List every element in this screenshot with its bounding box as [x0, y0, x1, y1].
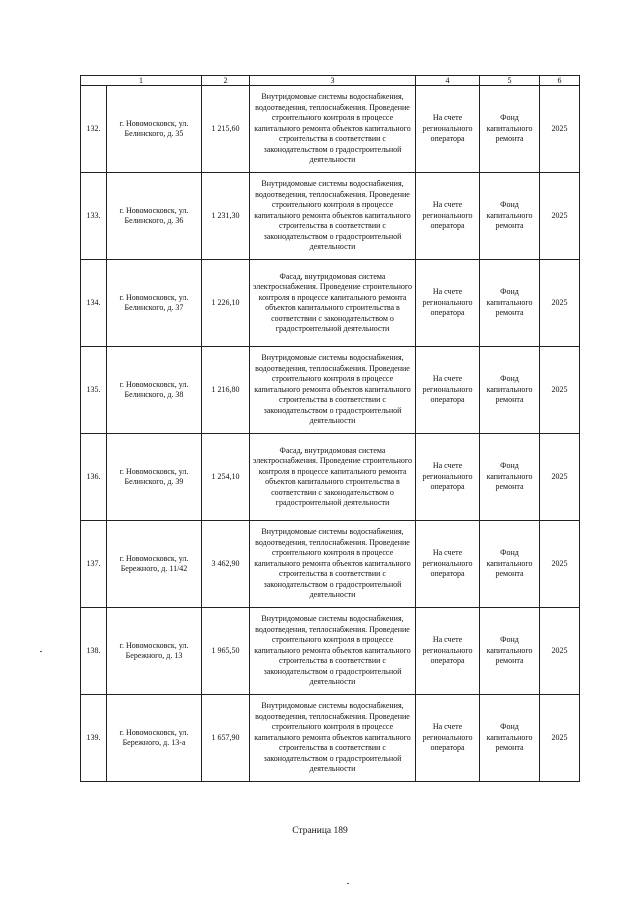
row-number: 136.: [81, 434, 107, 521]
year-cell: 2025: [540, 347, 580, 434]
address-cell: г. Новомосковск, ул. Белинского, д. 39: [107, 434, 202, 521]
capital-repair-table: [80, 75, 580, 782]
financing-cell: На счете регионального оператора: [416, 260, 480, 347]
work-type-cell: Внутридомовые системы водоснабжения, водоотведения, теплоснабжения. Проведение строительного контроля в процессе капитального ремонта объектов капитального строительства в соответствии с законодательством о градостроительной деятельности: [250, 173, 416, 260]
column-number-5: 5: [480, 76, 540, 86]
column-number-1: 1: [81, 76, 202, 86]
source-cell: Фонд капитального ремонта: [480, 173, 540, 260]
area-cell: 3 462,90: [202, 521, 250, 608]
work-type-cell: Внутридомовые системы водоснабжения, водоотведения, теплоснабжения. Проведение строительного контроля в процессе капитального ремонта объектов капитального строительства в соответствии с законодательством о градостроительной деятельности: [250, 86, 416, 173]
area-cell: 1 215,60: [202, 86, 250, 173]
source-cell: Фонд капитального ремонта: [480, 347, 540, 434]
area-cell: 1 231,30: [202, 173, 250, 260]
row-number: 138.: [81, 608, 107, 695]
year-cell: 2025: [540, 173, 580, 260]
work-type-cell: Внутридомовые системы водоснабжения, водоотведения, теплоснабжения. Проведение строительного контроля в процессе капитального ремонта объектов капитального строительства в соответствии с законодательством о градостроительной деятельности: [250, 695, 416, 782]
source-cell: Фонд капитального ремонта: [480, 260, 540, 347]
year-cell: 2025: [540, 434, 580, 521]
address-cell: г. Новомосковск, ул. Бережного, д. 13: [107, 608, 202, 695]
year-cell: 2025: [540, 521, 580, 608]
source-cell: Фонд капитального ремонта: [480, 521, 540, 608]
work-type-cell: Внутридомовые системы водоснабжения, водоотведения, теплоснабжения. Проведение строительного контроля в процессе капитального ремонта объектов капитального строительства в соответствии с законодательством о градостроительной деятельности: [250, 608, 416, 695]
year-cell: 2025: [540, 695, 580, 782]
scan-speck: [347, 883, 349, 884]
address-cell: г. Новомосковск, ул. Белинского, д. 38: [107, 347, 202, 434]
address-cell: г. Новомосковск, ул. Белинского, д. 35: [107, 86, 202, 173]
address-cell: г. Новомосковск, ул. Белинского, д. 37: [107, 260, 202, 347]
year-cell: 2025: [540, 260, 580, 347]
financing-cell: На счете регионального оператора: [416, 608, 480, 695]
table-row: [81, 608, 580, 695]
source-cell: Фонд капитального ремонта: [480, 695, 540, 782]
row-number: 139.: [81, 695, 107, 782]
page-number: Страница 189: [292, 826, 348, 836]
financing-cell: На счете регионального оператора: [416, 695, 480, 782]
area-cell: 1 216,80: [202, 347, 250, 434]
work-type-cell: Фасад, внутридомовая система электроснабжения. Проведение строительного контроля в процессе капитального ремонта объектов капитального строительства в соответствии с законодательством о градостроительной деятельности: [250, 434, 416, 521]
row-number: 132.: [81, 86, 107, 173]
source-cell: Фонд капитального ремонта: [480, 434, 540, 521]
work-type-cell: Внутридомовые системы водоснабжения, водоотведения, теплоснабжения. Проведение строительного контроля в процессе капитального ремонта объектов капитального строительства в соответствии с законодательством о градостроительной деятельности: [250, 347, 416, 434]
financing-cell: На счете регионального оператора: [416, 347, 480, 434]
column-number-row: [81, 76, 580, 86]
table-row: [81, 173, 580, 260]
financing-cell: На счете регионального оператора: [416, 521, 480, 608]
year-cell: 2025: [540, 608, 580, 695]
area-cell: 1 254,10: [202, 434, 250, 521]
address-cell: г. Новомосковск, ул. Бережного, д. 13-а: [107, 695, 202, 782]
row-number: 133.: [81, 173, 107, 260]
row-number: 134.: [81, 260, 107, 347]
row-number: 137.: [81, 521, 107, 608]
table-row: [81, 260, 580, 347]
table-row: [81, 347, 580, 434]
financing-cell: На счете регионального оператора: [416, 434, 480, 521]
source-cell: Фонд капитального ремонта: [480, 86, 540, 173]
financing-cell: На счете регионального оператора: [416, 173, 480, 260]
source-cell: Фонд капитального ремонта: [480, 608, 540, 695]
table-row: [81, 695, 580, 782]
table-row: [81, 521, 580, 608]
column-number-6: 6: [540, 76, 580, 86]
table-row: [81, 434, 580, 521]
row-number: 135.: [81, 347, 107, 434]
work-type-cell: Фасад, внутридомовая система электроснабжения. Проведение строительного контроля в процессе капитального ремонта объектов капитального строительства в соответствии с законодательством о градостроительной деятельности: [250, 260, 416, 347]
area-cell: 1 226,10: [202, 260, 250, 347]
work-type-cell: Внутридомовые системы водоснабжения, водоотведения, теплоснабжения. Проведение строительного контроля в процессе капитального ремонта объектов капитального строительства в соответствии с законодательством о градостроительной деятельности: [250, 521, 416, 608]
table-row: [81, 86, 580, 173]
address-cell: г. Новомосковск, ул. Бережного, д. 11/42: [107, 521, 202, 608]
column-number-2: 2: [202, 76, 250, 86]
address-cell: г. Новомосковск, ул. Белинского, д. 36: [107, 173, 202, 260]
year-cell: 2025: [540, 86, 580, 173]
table-body: [81, 86, 580, 782]
column-number-4: 4: [416, 76, 480, 86]
scan-speck: [40, 651, 42, 652]
financing-cell: На счете регионального оператора: [416, 86, 480, 173]
column-number-3: 3: [250, 76, 416, 86]
area-cell: 1 657,90: [202, 695, 250, 782]
area-cell: 1 965,50: [202, 608, 250, 695]
